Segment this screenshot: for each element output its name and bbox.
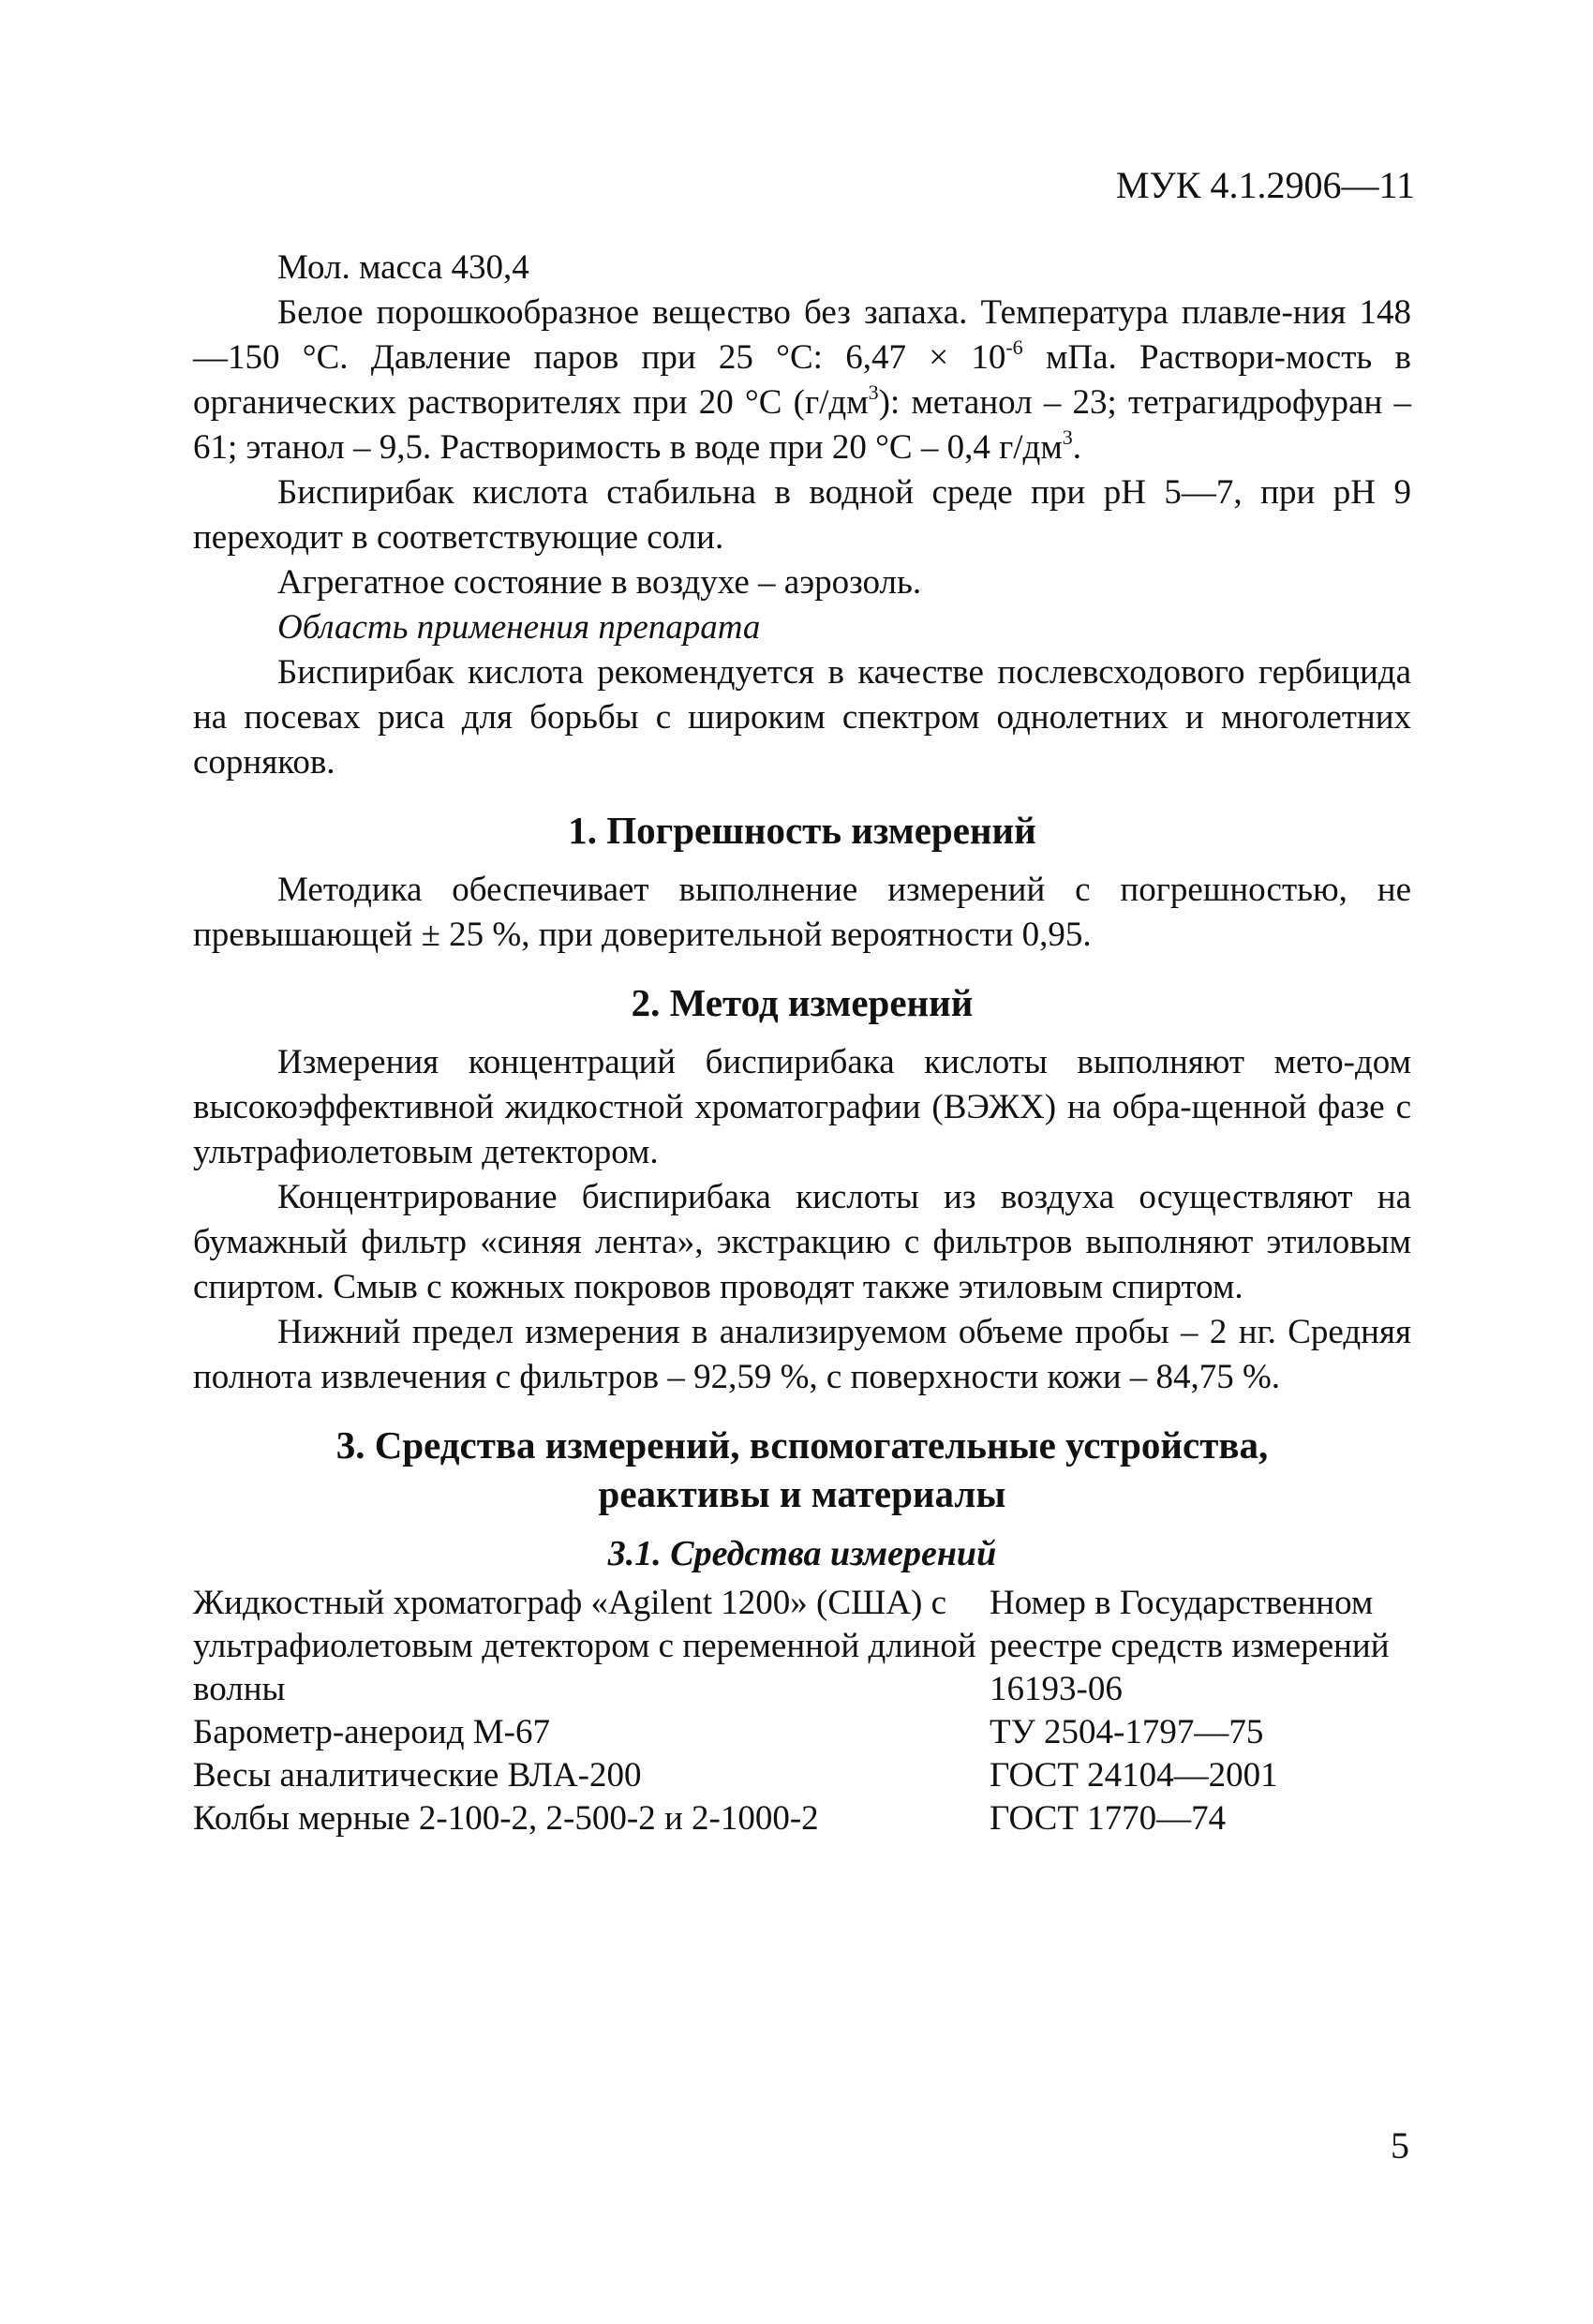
- instrument-name: Барометр-анероид М-67: [193, 1713, 550, 1751]
- section-2-paragraph-1: Измерения концентраций биспирибака кислоты выполняют мето-дом высокоэффективной жидкостной хроматографии (ВЭЖХ) на обра-щенной фазе с ультрафиолетовым детектором.: [193, 1043, 1411, 1171]
- section-2-paragraph-3: Нижний предел измерения в анализируемом объеме пробы – 2 нг. Средняя полнота извлечения с фильтров – 92,59 %, с поверхности кожи – 84,75 %.: [193, 1313, 1411, 1396]
- document-body: [193, 246, 1411, 1840]
- properties-text-1: Белое порошкообразное вещество без запаха. Температура плавле-ния 148—150 °С. Давление паров при 25 °С: 6,47 × 10: [193, 293, 1411, 377]
- section-3-title-line-1: 3. Средства измерений, вспомогательные устройства,: [335, 1423, 1269, 1467]
- instrument-name: Весы аналитические ВЛА-200: [193, 1756, 642, 1795]
- instrument-name: Жидкостный хроматограф «Agilent 1200» (США) с ультрафиолетовым детектором с переменной длиной волны: [193, 1584, 976, 1708]
- molar-mass: Мол. масса 430,4: [277, 248, 529, 287]
- section-3-title: [193, 1421, 1411, 1518]
- document-code: МУК 4.1.2906—11: [1115, 164, 1415, 206]
- application-paragraph: Биспирибак кислота рекомендуется в качестве послевсходового гербицида на посевах риса для борьбы с широким спектром однолетних и многолетних сорняков.: [193, 653, 1411, 782]
- instrument-name: Колбы мерные 2-100-2, 2-500-2 и 2-1000-2: [193, 1799, 819, 1838]
- table-row: [193, 1754, 1411, 1797]
- physical-properties-paragraph: [193, 290, 1411, 470]
- table-row: [193, 1711, 1411, 1754]
- section-3-title-line-2: реактивы и материалы: [598, 1472, 1006, 1515]
- properties-exponent-2: 3: [868, 380, 879, 404]
- properties-text-4: .: [1072, 428, 1082, 467]
- subsection-3-1-title: 3.1. Средства измерений: [607, 1534, 997, 1573]
- properties-exponent-3: 3: [1062, 425, 1073, 449]
- instrument-reference: ГОСТ 1770—74: [990, 1799, 1227, 1838]
- instrument-reference: ТУ 2504-1797—75: [990, 1713, 1264, 1751]
- properties-text-2: мПа. Раствори-мость в органических растворителях при 20 °С (г/дм: [193, 338, 1411, 422]
- stability-paragraph: Биспирибак кислота стабильна в водной среде при рН 5—7, при рН 9 переходит в соответствующие соли.: [193, 473, 1411, 557]
- application-heading: Область применения препарата: [277, 608, 761, 647]
- table-row: [193, 1797, 1411, 1840]
- page-number: 5: [1391, 2124, 1409, 2167]
- measuring-instruments-table: [193, 1582, 1411, 1840]
- properties-exponent-1: -6: [1005, 335, 1023, 359]
- properties-text-3: ): метанол – 23; тетрагидрофуран – 61; этанол – 9,5. Растворимость в воде при 20 °С – 0,4 г/дм: [193, 383, 1411, 467]
- instrument-reference: Номер в Государственном реестре средств измерений 16193-06: [990, 1584, 1390, 1708]
- section-2-title: 2. Метод измерений: [631, 981, 974, 1024]
- instrument-reference: ГОСТ 24104—2001: [990, 1756, 1278, 1795]
- aggregate-state: Агрегатное состояние в воздухе – аэрозоль.: [277, 563, 922, 602]
- section-2-paragraph-2: Концентрирование биспирибака кислоты из воздуха осуществляют на бумажный фильтр «синяя лента», экстракцию с фильтров выполняют этиловым спиртом. Смыв с кожных покровов проводят также этиловым спиртом.: [193, 1178, 1411, 1306]
- section-1-title: 1. Погрешность измерений: [568, 809, 1036, 852]
- table-row: [193, 1582, 1411, 1711]
- section-1-paragraph: Методика обеспечивает выполнение измерений с погрешностью, не превышающей ± 25 %, при доверительной вероятности 0,95.: [193, 871, 1411, 954]
